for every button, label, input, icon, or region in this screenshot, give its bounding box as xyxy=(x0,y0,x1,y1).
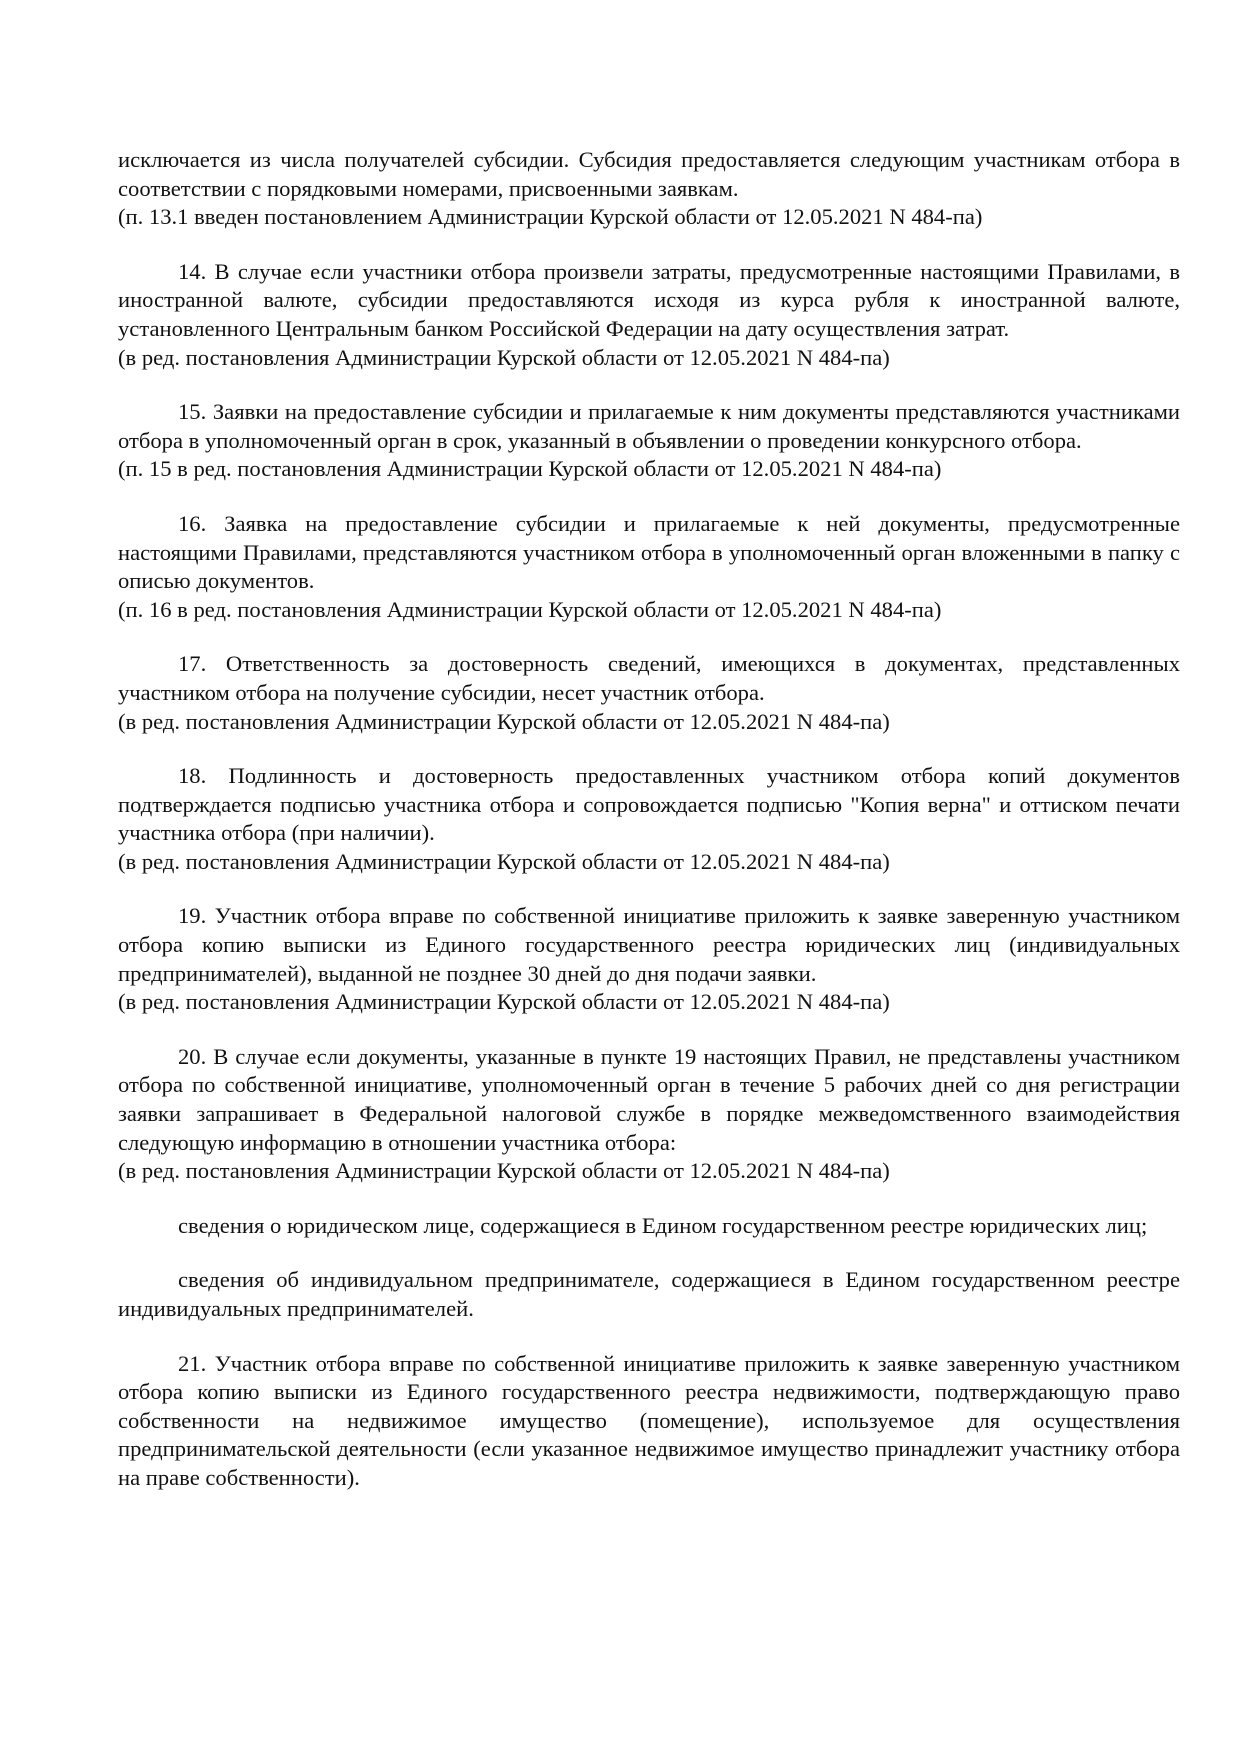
amendment-note-15: (п. 15 в ред. постановления Администрации Курской области от 12.05.2021 N 484-па) xyxy=(118,456,942,482)
paragraph-20-item-entrepreneurs: сведения об индивидуальном предпринимателе, содержащиеся в Едином государственном реестре индивидуальных предпринимателей. xyxy=(118,1267,1180,1321)
amendment-note-19: (в ред. постановления Администрации Курской области от 12.05.2021 N 484-па) xyxy=(118,989,890,1015)
paragraph-20: 20. В случае если документы, указанные в пункте 19 настоящих Правил, не представлены участником отбора по собственной инициативе, уполномоченный орган в течение 5 рабочих дней со дня регистрации заявки запрашивает в Федеральной налоговой службе в порядке межведомственного взаимодействия следующую информацию в отношении участника отбора: xyxy=(118,1043,1180,1155)
amendment-note-18: (в ред. постановления Администрации Курской области от 12.05.2021 N 484-па) xyxy=(118,848,890,874)
paragraph-19: 19. Участник отбора вправе по собственной инициативе приложить к заявке заверенную участником отбора копию выписки из Единого государственного реестра юридических лиц (индивидуальных предпринимателей), выданной не позднее 30 дней до дня подачи заявки. xyxy=(118,903,1180,986)
amendment-note-17: (в ред. постановления Администрации Курской области от 12.05.2021 N 484-па) xyxy=(118,708,890,734)
amendment-note-14: (в ред. постановления Администрации Курской области от 12.05.2021 N 484-па) xyxy=(118,344,890,370)
amendment-note-16: (п. 16 в ред. постановления Администрации Курской области от 12.05.2021 N 484-па) xyxy=(118,596,942,622)
paragraph-17: 17. Ответственность за достоверность сведений, имеющихся в документах, представленных участником отбора на получение субсидии, несет участник отбора. xyxy=(118,651,1180,705)
paragraph-18: 18. Подлинность и достоверность предоставленных участником отбора копий документов подтверждается подписью участника отбора и сопровождается подписью "Копия верна" и оттиском печати участника отбора (при наличии). xyxy=(118,763,1180,846)
paragraph-13-1-continuation: исключается из числа получателей субсидии. Субсидия предоставляется следующим участникам отбора в соответствии с порядковыми номерами, присвоенными заявкам. xyxy=(118,147,1180,201)
paragraph-15: 15. Заявки на предоставление субсидии и прилагаемые к ним документы представляются участниками отбора в уполномоченный орган в срок, указанный в объявлении о проведении конкурсного отбора. xyxy=(118,399,1180,453)
paragraph-16: 16. Заявка на предоставление субсидии и прилагаемые к ней документы, предусмотренные настоящими Правилами, представляются участником отбора в уполномоченный орган вложенными в папку с описью документов. xyxy=(118,510,1180,594)
document-page xyxy=(118,146,1180,1493)
amendment-note-13-1: (п. 13.1 введен постановлением Администрации Курской области от 12.05.2021 N 484-па) xyxy=(118,204,983,230)
paragraph-14: 14. В случае если участники отбора произвели затраты, предусмотренные настоящими Правилами, в иностранной валюте, субсидии предоставляются исходя из курса рубля к иностранной валюте, установленного Центральным банком Российской Федерации на дату осуществления затрат. xyxy=(118,258,1180,341)
amendment-note-20: (в ред. постановления Администрации Курской области от 12.05.2021 N 484-па) xyxy=(118,1158,890,1184)
paragraph-20-item-legal-entities: сведения о юридическом лице, содержащиеся в Едином государственном реестре юридических лиц; xyxy=(178,1212,1148,1238)
paragraph-21: 21. Участник отбора вправе по собственной инициативе приложить к заявке заверенную участником отбора копию выписки из Единого государственного реестра недвижимости, подтверждающую право собственности на недвижимое имущество (помещение), используемое для осуществления предпринимательской деятельности (если указанное недвижимое имущество принадлежит участнику отбора на праве собственности). xyxy=(118,1350,1180,1490)
